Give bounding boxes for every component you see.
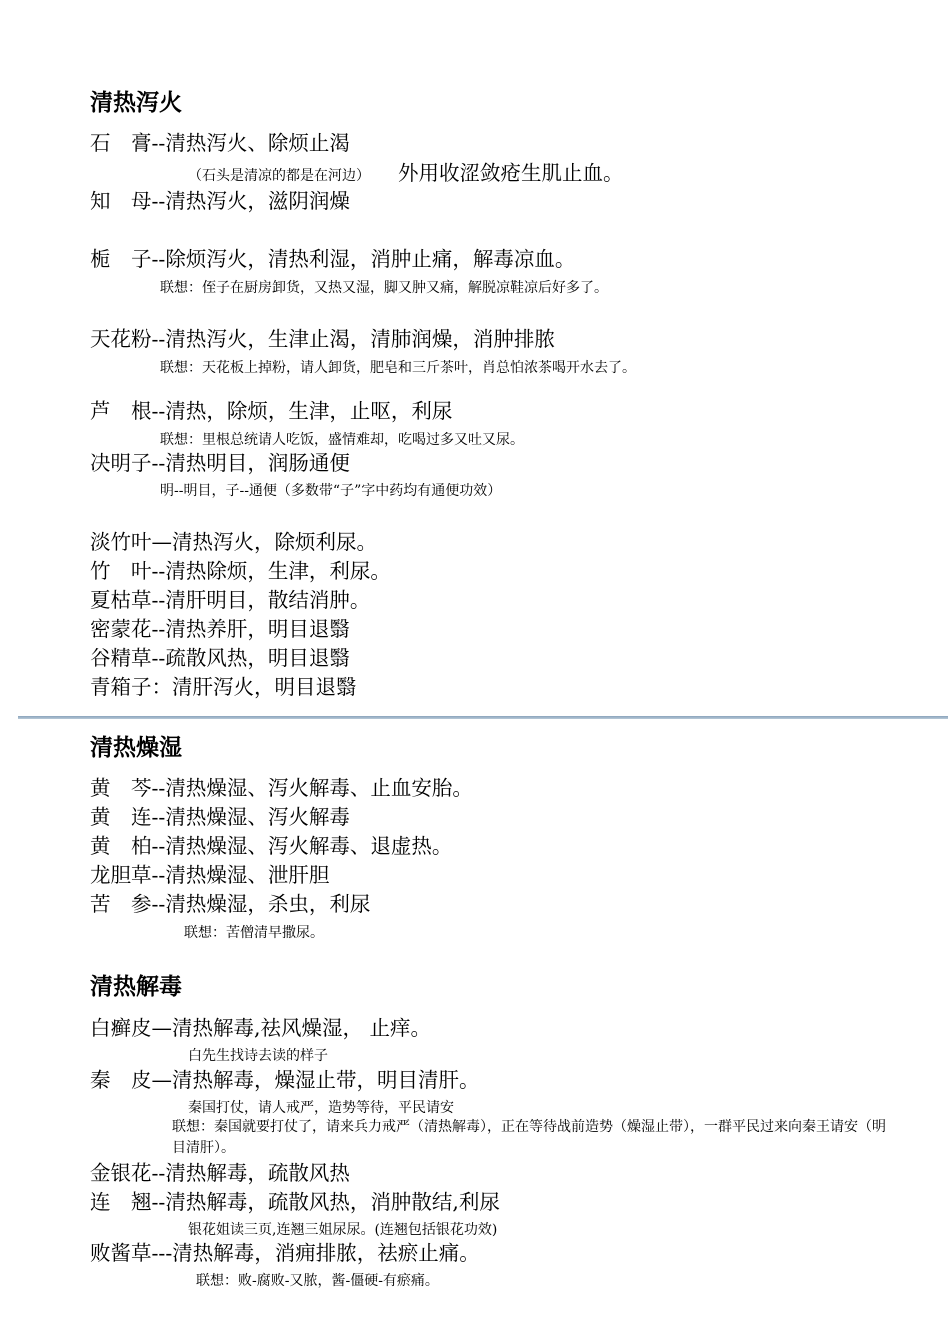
herb-line-longdancao: 龙胆草--清热燥湿、泄肝胆 xyxy=(90,863,330,887)
section-title: 清热燥湿 xyxy=(90,735,182,761)
herb-note-baixianpi: 白先生找诗去读的样子 xyxy=(188,1048,328,1064)
herb-line-qinpi: 秦 皮—清热解毒，燥湿止带，明目清肝。 xyxy=(90,1068,480,1092)
herb-line-zhizi: 栀 子--除烦泻火，清热利湿，消肿止痛，解毒凉血。 xyxy=(90,247,576,271)
herb-line-gujingcao: 谷精草--疏散风热，明目退翳 xyxy=(90,646,350,670)
herb-line-juemingzi: 决明子--清热明目，润肠通便 xyxy=(90,451,350,475)
herb-note-juemingzi: 明--明目，子--通便（多数带“子”字中药均有通便功效） xyxy=(160,483,502,499)
herb-note-qinpi-mnemonic: 秦国打仗，请人戒严，造势等待，平民请安 xyxy=(188,1100,454,1116)
herb-note-tianhuafen: 联想：天花板上掉粉，请人卸货，肥皂和三斤茶叶，肖总怕浓茶喝开水去了。 xyxy=(160,360,636,376)
herb-extra-shigao: 外用收涩敛疮生肌止血。 xyxy=(398,161,624,185)
herb-note-baijiangcao: 联想：败-腐败-又脓，酱-僵硬-有瘀痛。 xyxy=(196,1273,439,1289)
herb-line-huangqin: 黄 芩--清热燥湿、泻火解毒、止血安胎。 xyxy=(90,776,473,800)
herb-line-shigao: 石 膏--清热泻火、除烦止渴 xyxy=(90,131,350,155)
herb-note-shigao: （石头是清凉的都是在河边） xyxy=(188,168,370,184)
section-title: 清热解毒 xyxy=(90,974,182,1000)
herb-line-danzhuye: 淡竹叶—清热泻火，除烦利尿。 xyxy=(90,530,377,554)
herb-line-lugen: 芦 根--清热，除烦，生津，止呕，利尿 xyxy=(90,399,453,423)
herb-note-zhizi: 联想：侄子在厨房卸货，又热又湿，脚又肿又痛，解脱凉鞋凉后好多了。 xyxy=(160,280,608,296)
herb-line-huangbo: 黄 柏--清热燥湿、泻火解毒、退虚热。 xyxy=(90,834,453,858)
herb-line-huanglian: 黄 连--清热燥湿、泻火解毒 xyxy=(90,805,350,829)
herb-line-jinyinhua: 金银花--清热解毒，疏散风热 xyxy=(90,1161,350,1185)
herb-line-baijiangcao: 败酱草---清热解毒，消痈排脓，祛瘀止痛。 xyxy=(90,1241,480,1265)
herb-line-mimenghua: 密蒙花--清热养肝，明目退翳 xyxy=(90,617,350,641)
herb-line-qingxiangzi: 青箱子：清肝泻火，明目退翳 xyxy=(90,675,357,699)
herb-line-baixianpi: 白癣皮—清热解毒,祛风燥湿， 止痒。 xyxy=(90,1016,432,1040)
herb-line-lianqiao: 连 翘--清热解毒，疏散风热，消肿散结,利尿 xyxy=(90,1190,500,1214)
section-title: 清热泻火 xyxy=(90,90,182,116)
herb-note-lianqiao: 银花姐读三页,连翘三姐尿尿。(连翘包括银花功效) xyxy=(188,1222,498,1238)
section-divider xyxy=(18,716,948,719)
herb-line-zhimu: 知 母--清热泻火，滋阴润燥 xyxy=(90,189,350,213)
herb-line-zhuye: 竹 叶--清热除烦，生津，利尿。 xyxy=(90,559,391,583)
herb-line-kushen: 苦 参--清热燥湿，杀虫，利尿 xyxy=(90,892,371,916)
herb-note-kushen: 联想：苦僧清早撒尿。 xyxy=(184,925,324,941)
herb-note-lugen: 联想：里根总统请人吃饭，盛情难却，吃喝过多又吐又尿。 xyxy=(160,432,524,448)
herb-note-qinpi-explanation: 联想：秦国就要打仗了，请来兵力戒严（清热解毒），正在等待战前造势（燥湿止带），一群平民过来向秦王请安（明目清肝）。 xyxy=(172,1119,886,1156)
herb-line-tianhuafen: 天花粉--清热泻火，生津止渴，清肺润燥，消肿排脓 xyxy=(90,327,555,351)
herb-line-xiakucao: 夏枯草--清肝明目，散结消肿。 xyxy=(90,588,371,612)
